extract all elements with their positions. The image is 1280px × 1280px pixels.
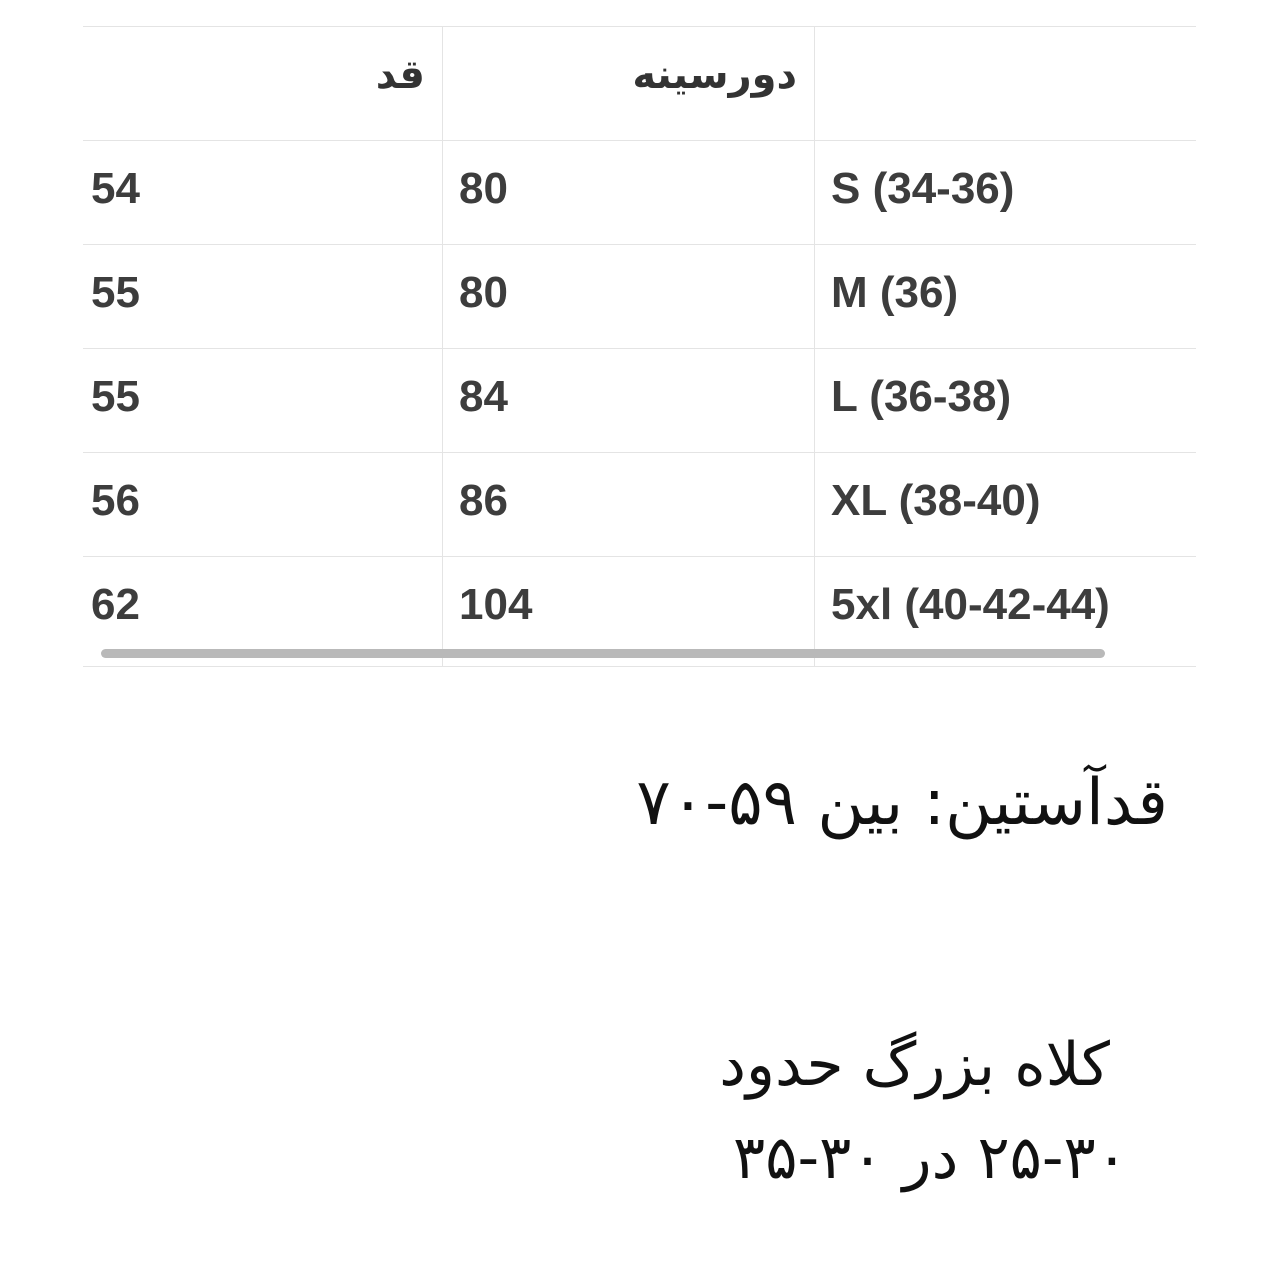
hood-size-note: کلاه بزرگ حدود xyxy=(719,1030,1110,1100)
column-divider xyxy=(814,27,815,667)
cell-size: 5xl (40-42-44) xyxy=(831,580,1110,629)
cell-size: S (34-36) xyxy=(831,164,1015,213)
cell-chest: 84 xyxy=(459,372,508,421)
horizontal-scrollbar[interactable] xyxy=(101,649,1105,658)
cell-height: 55 xyxy=(91,268,140,317)
cell-size: M (36) xyxy=(831,268,959,317)
cell-height: 55 xyxy=(91,372,140,421)
cell-chest: 104 xyxy=(459,580,533,629)
cell-height: 56 xyxy=(91,476,140,525)
table-row xyxy=(83,245,1196,349)
table-row xyxy=(83,141,1196,245)
sleeve-length-note: قدآستین: بین ۵۹-۷۰ xyxy=(636,766,1168,840)
size-table xyxy=(83,26,1196,666)
cell-size: XL (38-40) xyxy=(831,476,1041,525)
header-size xyxy=(815,27,1196,140)
column-divider xyxy=(442,27,443,667)
cell-height: 54 xyxy=(91,164,140,213)
cell-chest: 80 xyxy=(459,268,508,317)
cell-chest: 86 xyxy=(459,476,508,525)
table-row xyxy=(83,453,1196,557)
cell-height: 62 xyxy=(91,580,140,629)
header-chest: دورسینه xyxy=(632,53,797,97)
cell-chest: 80 xyxy=(459,164,508,213)
hood-dimensions-note: ۲۵-۳۰ در ۳۰-۳۵ xyxy=(733,1123,1128,1193)
cell-size: L (36-38) xyxy=(831,372,1012,421)
table-header-row xyxy=(83,27,1196,141)
table-row xyxy=(83,349,1196,453)
header-height: قد xyxy=(375,53,425,97)
